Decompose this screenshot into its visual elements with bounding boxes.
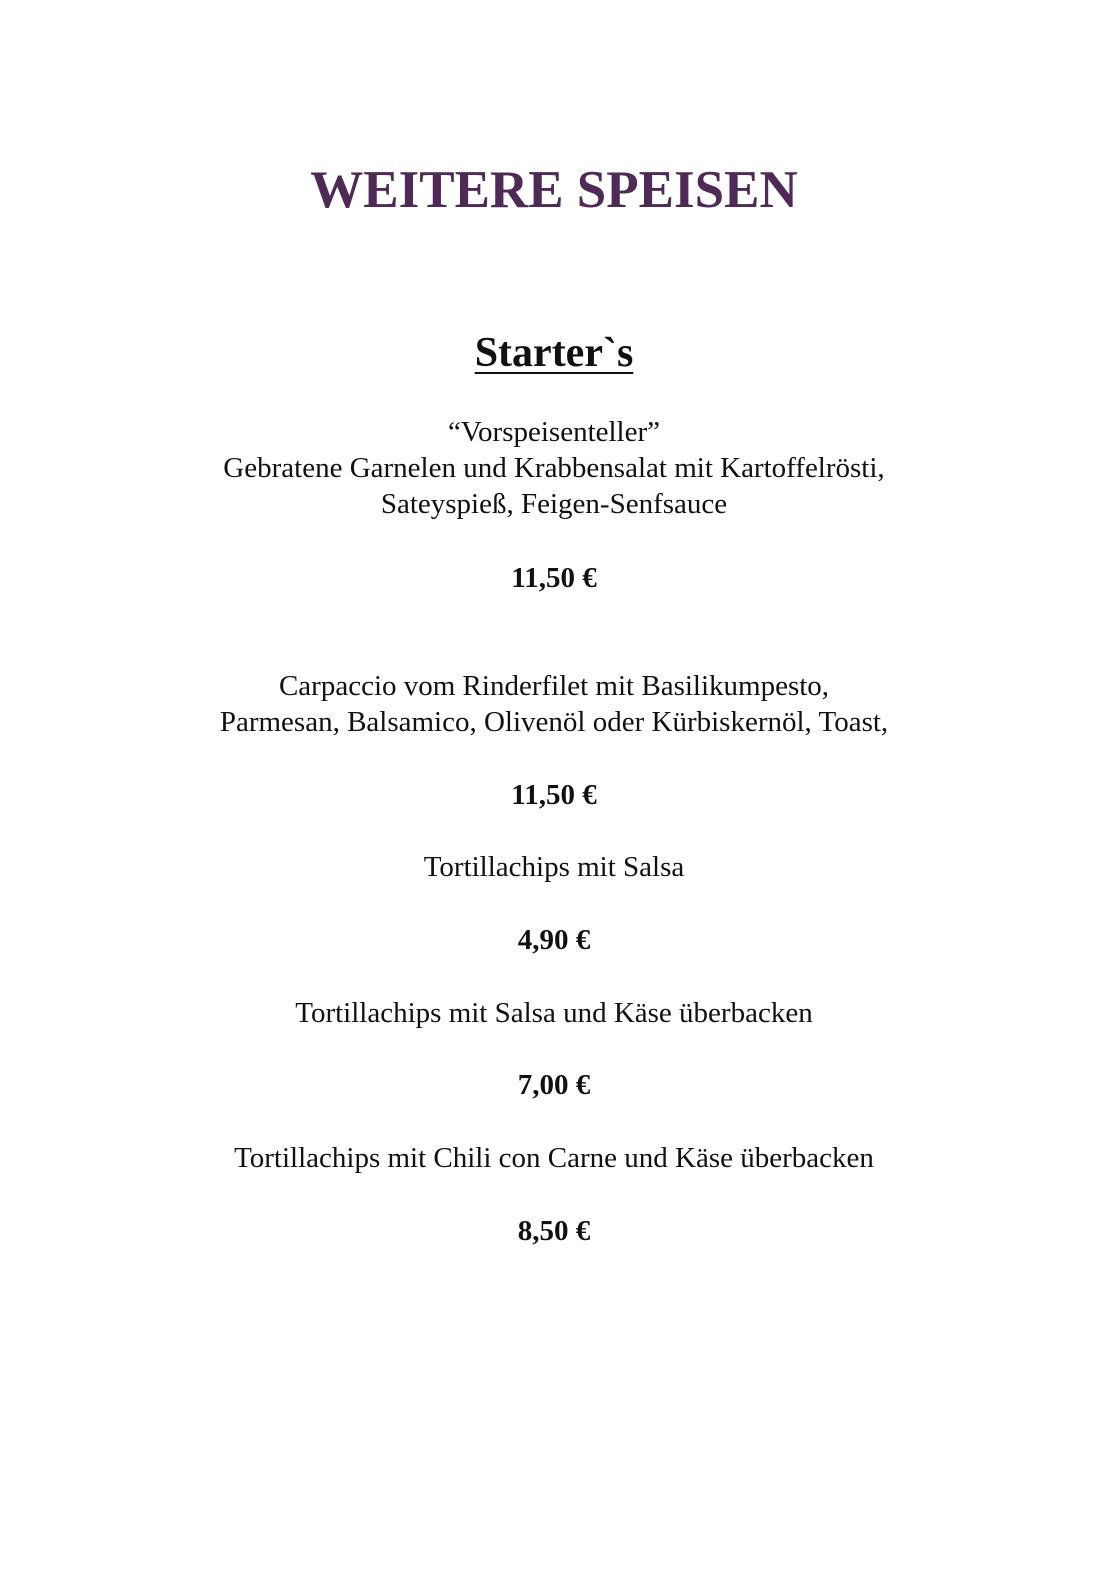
menu-item-description	[0, 668, 1108, 740]
menu-item-price: 11,50 €	[511, 779, 597, 811]
menu-item-price: 7,00 €	[517, 1069, 591, 1101]
menu-item-line: “Vorspeisenteller”	[447, 416, 661, 448]
menu-item-line: Tortillachips mit Salsa	[423, 851, 685, 883]
menu-item-description	[0, 1140, 1108, 1176]
menu-item-description	[0, 849, 1108, 885]
menu-item-description	[0, 995, 1108, 1031]
menu-item-price: 8,50 €	[517, 1215, 591, 1247]
page-title: WEITERE SPEISEN	[310, 161, 798, 219]
menu-item-line: Carpaccio vom Rinderfilet mit Basilikumpesto,	[278, 670, 830, 702]
menu-item-price: 4,90 €	[517, 924, 591, 956]
menu-item-description	[0, 414, 1108, 522]
menu-item-price: 11,50 €	[511, 562, 597, 594]
section-heading-starters: Starter`s	[474, 330, 634, 376]
menu-item-line: Tortillachips mit Chili con Carne und Käse überbacken	[234, 1142, 874, 1174]
menu-item-line: Tortillachips mit Salsa und Käse überbacken	[295, 997, 813, 1029]
menu-item-line: Parmesan, Balsamico, Olivenöl oder Kürbiskernöl, Toast,	[219, 706, 889, 738]
menu-item-line: Sateyspieß, Feigen-Senfsauce	[380, 488, 728, 520]
menu-item-line: Gebratene Garnelen und Krabbensalat mit Kartoffelrösti,	[223, 452, 885, 484]
